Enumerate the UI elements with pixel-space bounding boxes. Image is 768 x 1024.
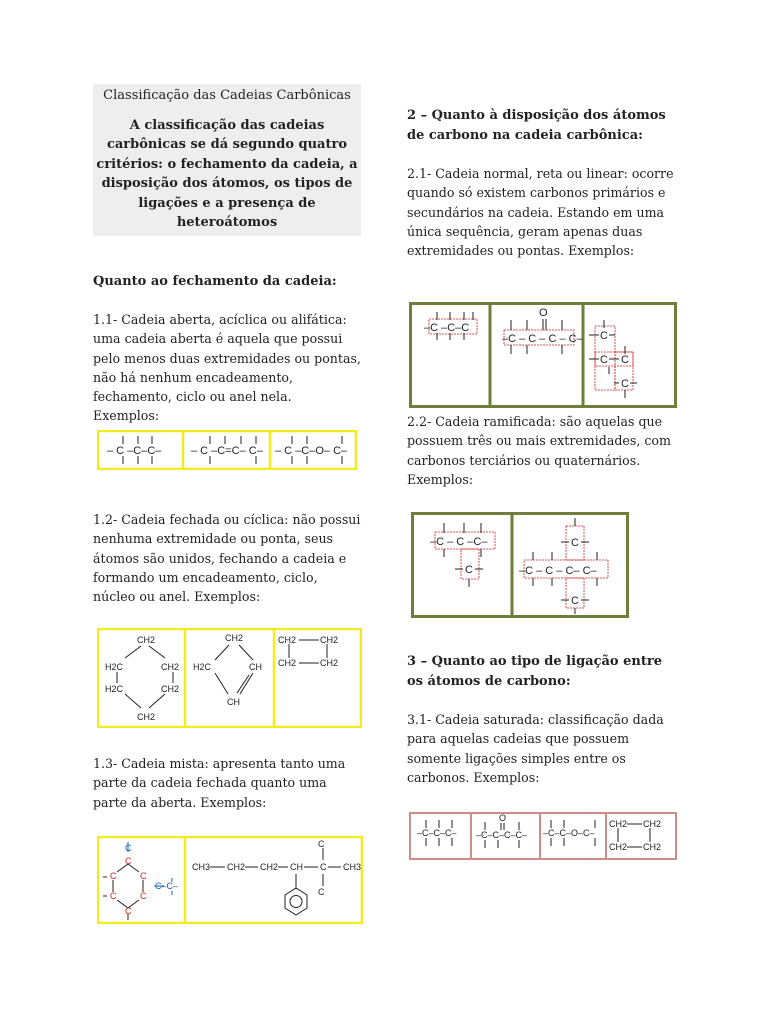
ring5-atom-right: CH bbox=[249, 662, 262, 672]
ring4-atom-lr: CH2 bbox=[320, 658, 339, 668]
ring-atom-1: C bbox=[125, 856, 132, 866]
ring6-atom-top: CH2 bbox=[137, 635, 156, 645]
paragraph-open-chain: 1.1- Cadeia aberta, acíclica ou alifática: uma cadeia aberta é aquela que possui pelo menos duas extremidades ou pontas, não há nenhum encadeamento, fechamento, ciclo ou anel nela. Exemplos: bbox=[93, 312, 361, 424]
branched-1-chain: –C – C –C– bbox=[430, 536, 488, 548]
chain-ch3-right: CH3 bbox=[343, 862, 362, 872]
intro-text: A classificação das cadeias carbônicas se dá segundo quatro critérios: o fechamento da cadeia, a disposição dos átomos, os tipos de ligações e a presença de heteroátomos bbox=[96, 118, 358, 231]
branched-1-branch: C bbox=[465, 564, 473, 576]
normal-3-c1: C bbox=[600, 330, 608, 342]
ring4-atom-ll: CH2 bbox=[278, 658, 297, 668]
ring6-atom-ul: H2C bbox=[105, 662, 124, 672]
ring5-atom-bottom: CH bbox=[227, 697, 240, 707]
figure-branched-chains bbox=[411, 512, 629, 618]
ring6-atom-ll: H2C bbox=[105, 684, 124, 694]
chain-ch: CH bbox=[290, 862, 303, 872]
chain-ch2-b: CH2 bbox=[260, 862, 279, 872]
branched-2-chain: –C – C – C– C– bbox=[519, 565, 597, 577]
ring-atom-3: C bbox=[140, 871, 147, 881]
normal-3-c2: C bbox=[600, 354, 608, 366]
section-heading-closure: Quanto ao fechamento da cadeia: bbox=[93, 274, 337, 289]
ring4-atom-ul: CH2 bbox=[278, 635, 297, 645]
ring6-atom-bottom: CH2 bbox=[137, 712, 156, 722]
normal-2-oxygen: O bbox=[539, 307, 548, 319]
section-heading-disposition: 2 – Quanto à disposição dos átomos de carbono na cadeia carbônica: bbox=[407, 108, 666, 143]
ring-atom-6: C bbox=[125, 906, 132, 916]
figure-open-chains bbox=[97, 430, 357, 470]
open-chain-2: – C –C=C– C– bbox=[191, 445, 263, 457]
figure-normal-chains bbox=[409, 302, 677, 408]
ring-atom-2: C bbox=[110, 871, 117, 881]
figure-mixed-chains bbox=[97, 836, 363, 924]
paragraph-mixed-chain: 1.3- Cadeia mista: apresenta tanto uma parte da cadeia fechada quanto uma parte da aberta. Exemplos: bbox=[93, 756, 346, 810]
saturated-2-oxygen: O bbox=[499, 813, 507, 823]
mixed-branch: C–C– bbox=[155, 881, 179, 891]
normal-3-c4: C bbox=[621, 378, 629, 390]
chain-bottom-c: C bbox=[318, 887, 325, 897]
ring6-atom-lr: CH2 bbox=[161, 684, 180, 694]
saturated-4-ll: CH2 bbox=[609, 842, 628, 852]
ring5-atom-top: CH2 bbox=[225, 633, 244, 643]
open-chain-3: – C –C–O– C– bbox=[275, 445, 348, 457]
paragraph-closed-chain: 1.2- Cadeia fechada ou cíclica: não possui nenhuma extremidade ou ponta, seus átomos são unidos, fechando a cadeia e formando um encadeamento, ciclo, núcleo ou anel. Exemplos: bbox=[93, 512, 361, 605]
branched-2-top: C bbox=[571, 537, 579, 549]
ring5-atom-left: H2C bbox=[193, 662, 212, 672]
chain-ch3-left: CH3 bbox=[192, 862, 211, 872]
chain-top-c: C bbox=[318, 839, 325, 849]
open-chain-1: – C –C–C– bbox=[107, 445, 162, 457]
saturated-4-ur: CH2 bbox=[643, 819, 662, 829]
normal-1-chain: –C –C–C bbox=[424, 322, 470, 334]
chain-c: C bbox=[320, 862, 327, 872]
normal-3-c3: C bbox=[621, 354, 629, 366]
saturated-1: –C–C–C– bbox=[417, 828, 457, 838]
figure-saturated-chains bbox=[409, 812, 677, 860]
figure-cyclic-chains bbox=[97, 628, 362, 728]
branched-2-bottom: C bbox=[571, 595, 579, 607]
paragraph-saturated-chain: 3.1- Cadeia saturada: classificação dada para aquelas cadeias que possuem somente ligações simples entre os carbonos. Exemplos: bbox=[407, 712, 664, 785]
ring-atom-5: C bbox=[140, 891, 147, 901]
mixed-top-atom: C bbox=[125, 843, 132, 853]
saturated-3: –C–C–O–C– bbox=[543, 828, 595, 838]
ring-atom-4: C bbox=[110, 891, 117, 901]
section-heading-bond-type: 3 – Quanto ao tipo de ligação entre os átomos de carbono: bbox=[407, 654, 662, 689]
ring4-atom-ur: CH2 bbox=[320, 635, 339, 645]
chain-ch2-a: CH2 bbox=[227, 862, 246, 872]
intro-box bbox=[93, 84, 361, 236]
saturated-4-ul: CH2 bbox=[609, 819, 628, 829]
ring6-atom-ur: CH2 bbox=[161, 662, 180, 672]
paragraph-branched-chain: 2.2- Cadeia ramificada: são aquelas que possuem três ou mais extremidades, com carbonos terciários ou quaternários. Exemplos: bbox=[407, 414, 671, 487]
normal-2-chain: –C – C – C – C– bbox=[502, 333, 583, 345]
document-title: Classificação das Cadeias Carbônicas bbox=[103, 88, 351, 103]
paragraph-normal-chain: 2.1- Cadeia normal, reta ou linear: ocorre quando só existem carbonos primários e secundários na cadeia. Estando em uma única sequência, geram apenas duas extremidades ou pontas. Exemplos: bbox=[407, 166, 674, 259]
saturated-2: –C–C–C–C– bbox=[476, 830, 528, 840]
saturated-4-lr: CH2 bbox=[643, 842, 662, 852]
